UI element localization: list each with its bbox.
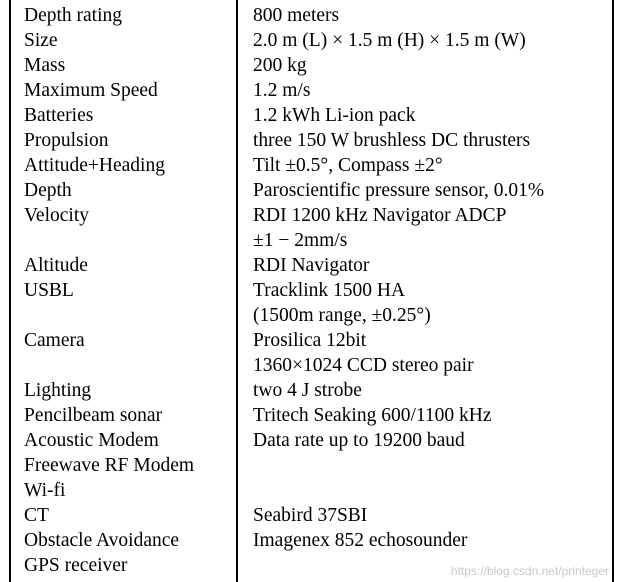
spec-value: 1.2 m/s [253, 80, 311, 101]
spec-label: Maximum Speed [24, 80, 158, 101]
spec-label: Wi-fi [24, 480, 66, 501]
spec-value: RDI Navigator [253, 255, 370, 276]
table-row [0, 128, 619, 153]
spec-label: CT [24, 505, 49, 526]
spec-value: Tracklink 1500 HA [253, 280, 406, 301]
table-row [0, 153, 619, 178]
spec-label: Obstacle Avoidance [24, 530, 180, 551]
table-row [0, 478, 619, 503]
spec-label: Mass [24, 55, 66, 76]
spec-value: Data rate up to 19200 baud [253, 430, 465, 451]
table-row [0, 453, 619, 478]
table-row [0, 303, 619, 328]
spec-label: Lighting [24, 380, 92, 401]
spec-value: two 4 J strobe [253, 380, 362, 401]
spec-label: Size [24, 30, 58, 51]
table-row [0, 328, 619, 353]
table-row [0, 78, 619, 103]
spec-value: Paroscientific pressure sensor, 0.01% [253, 180, 545, 201]
table-row [0, 103, 619, 128]
spec-value: ±1 − 2mm/s [253, 230, 348, 251]
table-row [0, 528, 619, 553]
spec-label: Depth rating [24, 5, 123, 26]
spec-value: Tilt ±0.5°, Compass ±2° [253, 155, 443, 176]
spec-label: Camera [24, 330, 85, 351]
table-row [0, 428, 619, 453]
spec-value: (1500m range, ±0.25°) [253, 305, 431, 326]
table-row [0, 278, 619, 303]
spec-value: Imagenex 852 echosounder [253, 530, 468, 551]
table-row [0, 178, 619, 203]
table-row [0, 503, 619, 528]
table-row [0, 203, 619, 228]
table-row [0, 253, 619, 278]
table-row [0, 53, 619, 78]
table-row [0, 403, 619, 428]
spec-label: Depth [24, 180, 72, 201]
spec-value: RDI 1200 kHz Navigator ADCP [253, 205, 507, 226]
table-row [0, 3, 619, 28]
spec-label: Batteries [24, 105, 94, 126]
spec-value: 200 kg [253, 55, 307, 76]
spec-value: three 150 W brushless DC thrusters [253, 130, 531, 151]
spec-value: 1360×1024 CCD stereo pair [253, 355, 474, 376]
spec-value: 800 meters [253, 5, 340, 26]
spec-value: Seabird 37SBI [253, 505, 368, 526]
spec-label: Velocity [24, 205, 89, 226]
spec-label: Propulsion [24, 130, 109, 151]
spec-value: 2.0 m (L) × 1.5 m (H) × 1.5 m (W) [253, 30, 526, 51]
table-row [0, 28, 619, 53]
spec-label: Altitude [24, 255, 88, 276]
spec-label: Acoustic Modem [24, 430, 159, 451]
spec-label: GPS receiver [24, 555, 128, 576]
spec-label: Attitude+Heading [24, 155, 165, 176]
table-row [0, 378, 619, 403]
spec-label: Pencilbeam sonar [24, 405, 163, 426]
spec-value: 1.2 kWh Li-ion pack [253, 105, 416, 126]
spec-label: USBL [24, 280, 74, 301]
table-row [0, 353, 619, 378]
spec-value: Prosilica 12bit [253, 330, 367, 351]
table-row [0, 228, 619, 253]
watermark: https://blog.csdn.net/printeger [450, 564, 609, 578]
spec-label: Freewave RF Modem [24, 455, 195, 476]
spec-value: Tritech Seaking 600/1100 kHz [253, 405, 492, 426]
